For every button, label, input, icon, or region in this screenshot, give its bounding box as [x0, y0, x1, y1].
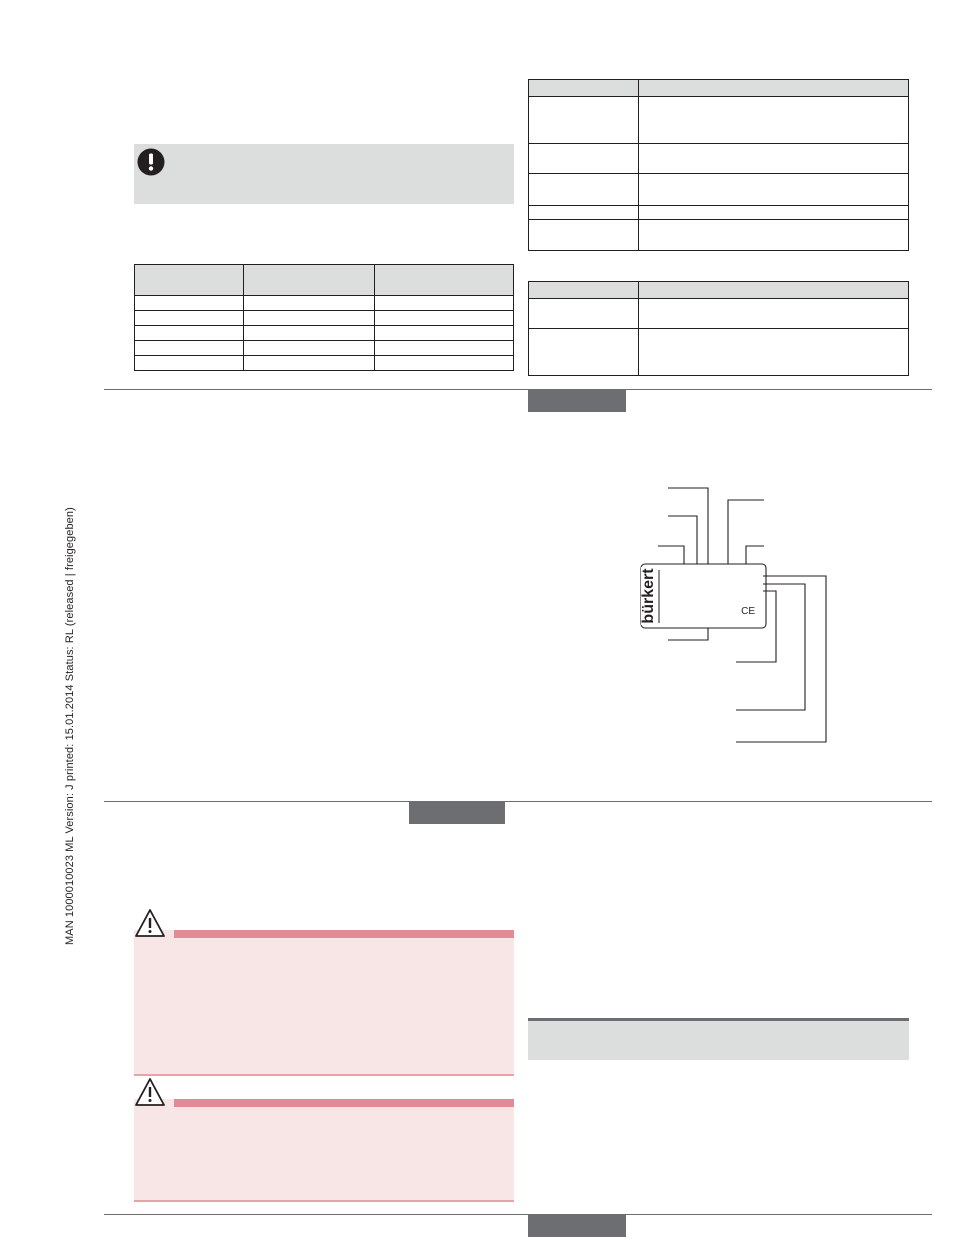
section-tab — [528, 1215, 626, 1237]
table-row — [529, 206, 909, 220]
table-row — [529, 97, 909, 144]
table-row — [529, 144, 909, 174]
table-header-cell — [639, 282, 909, 299]
table-header-row — [529, 282, 909, 299]
section-tab — [528, 390, 626, 412]
exclamation-circle-icon — [136, 147, 166, 177]
warning-header-bar — [174, 930, 514, 938]
right-spec-table-1 — [528, 79, 909, 251]
warning-triangle-icon — [134, 1077, 166, 1107]
warning-header-bar — [174, 1099, 514, 1107]
table-header-row — [529, 80, 909, 97]
ce-mark: CE — [741, 606, 755, 617]
table-row — [529, 329, 909, 376]
type-label-diagram — [630, 480, 840, 750]
table-row — [135, 326, 514, 341]
table-header-cell — [244, 265, 375, 296]
warning-box — [134, 1099, 514, 1202]
section-divider — [104, 1214, 932, 1215]
table-header-row — [135, 265, 514, 296]
table-header-cell — [529, 80, 639, 97]
section-divider — [104, 389, 932, 390]
table-row — [135, 311, 514, 326]
table-header-cell — [529, 282, 639, 299]
section-tab — [409, 802, 505, 824]
document-info: MAN 1000010023 ML Version: J printed: 15.01.2014 Status: RL (released | freigegeben) — [64, 507, 76, 945]
table-header-cell — [135, 265, 244, 296]
section-divider — [104, 801, 932, 802]
right-spec-table-2 — [528, 281, 909, 376]
table-row — [529, 220, 909, 251]
table-row — [135, 341, 514, 356]
warning-triangle-icon — [134, 908, 166, 938]
info-header-bar — [528, 1018, 909, 1060]
table-row — [529, 299, 909, 329]
table-row — [135, 356, 514, 371]
left-data-table — [134, 264, 514, 371]
table-row — [135, 296, 514, 311]
brand-logo: bürkert — [640, 568, 657, 624]
table-header-cell — [639, 80, 909, 97]
table-row — [529, 174, 909, 206]
note-box — [134, 144, 514, 204]
table-header-cell — [375, 265, 514, 296]
warning-box — [134, 930, 514, 1076]
